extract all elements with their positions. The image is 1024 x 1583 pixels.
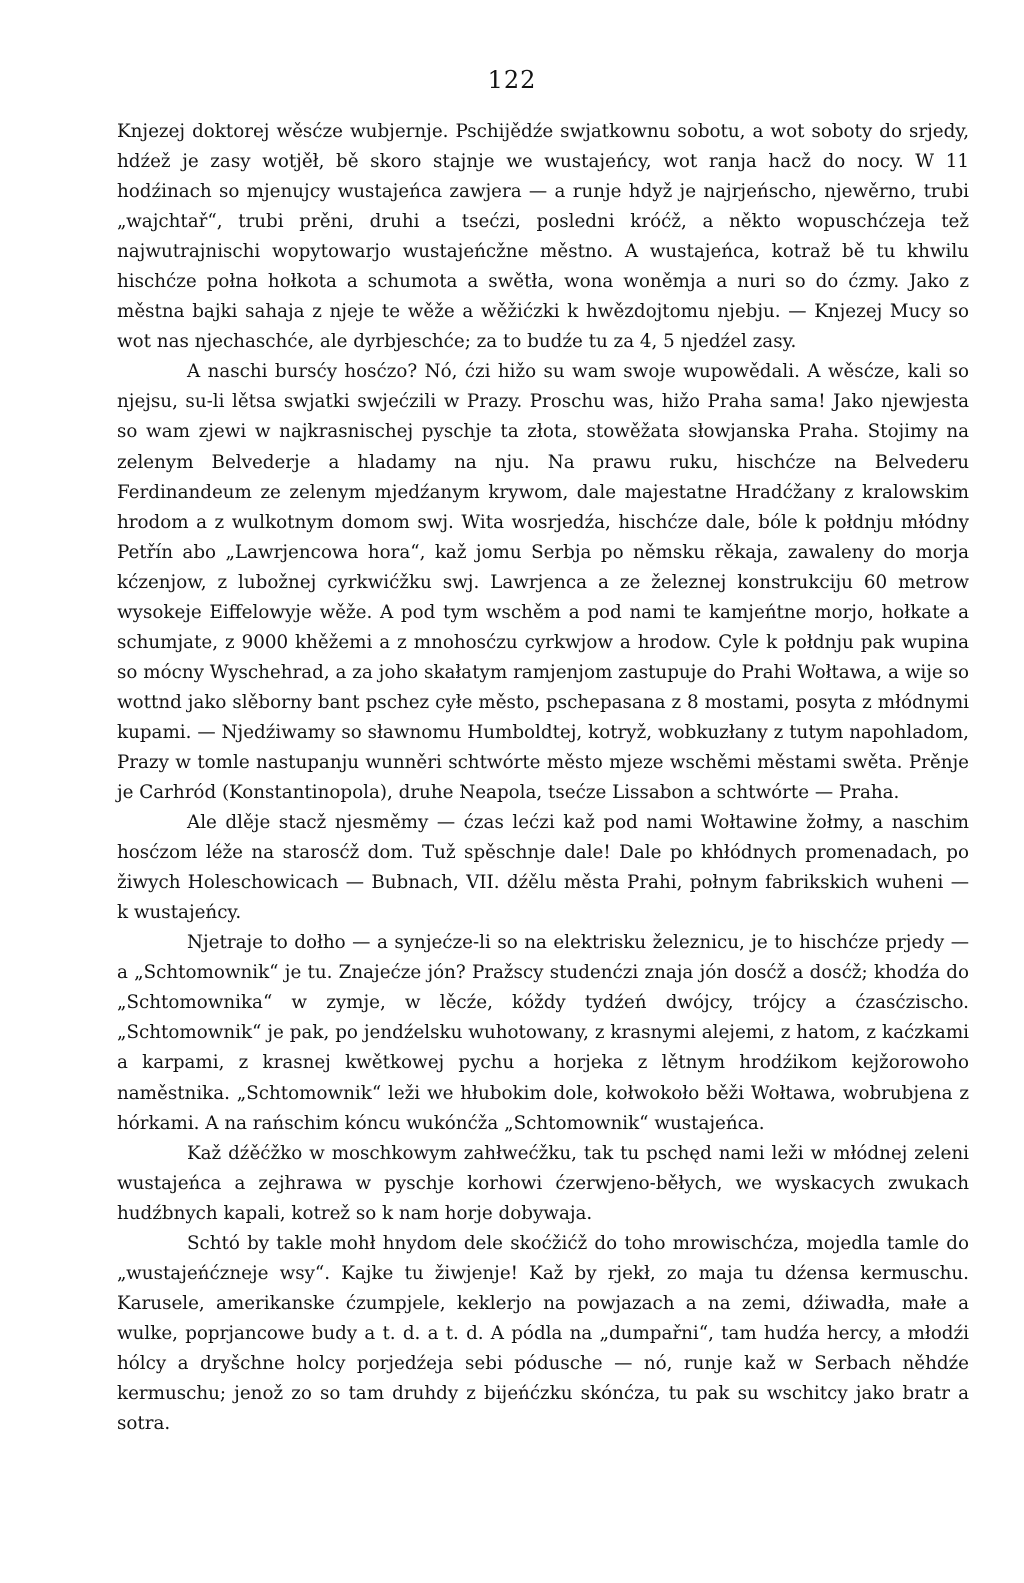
paragraph-4: Njetraje to dołho — a synjećze-li so na elektrisku železnicu, je to hischćze prjedy — a „Schtomownik“ je tu. Znajećze jón? Pražscy studenćzi znaja jón dosćž a dosćž; khodźa do „Schtomownika“ w zymje, w lěcźe, kóždy tydźeń dwójcy, trójcy a ćzasćzischo. „Schtomownik“ je pak, po jendźelsku wuhotowany, z krasnymi alejemi, z hatom, z kaćzkami a karpami, z krasnej kwětkowej pychu a horjeka z lětnym hrodźikom kejžorowoho naměstnika. „Schtomownik“ leži we hłubokim dole, kołwokoło běži Wołtawa, wobrubjena z hórkami. A na rańschim kóncu wukónćža „Schtomownik“ wustajeńca. (117, 932, 969, 1134)
paragraph-6: Schtó by takle mohł hnydom dele skoćžićž do toho mrowischćza, mojedla tamle do „wustajeńćzneje wsy“. Kajke tu žiwjenje! Kaž by rjekł, zo maja tu dźensa kermuschu. Karusele, amerikanske ćzumpjele, keklerjo na powjazach a na zemi, dźiwadła, małe a wulke, poprjancowe budy a t. d. a t. d. A pódla na „dumpařni“, tam hudźa hercy, a młodźi hólcy a dryšchne holcy porjedźeja sebi pódusche — nó, runje kaž w Serbach něhdźe kermuschu; jenož zo so tam druhdy z bijeńćzku skónćza, tu pak su wschitcy jako bratr a sotra. (117, 1232, 969, 1435)
paragraph-3: Ale dlěje stacž njesměmy — ćzas lećzi kaž pod nami Wołtawine žołmy, a naschim hosćzom léže na starosćž dom. Tuž spěschnje dale! Dale po khłódnych promenadach, po žiwych Holeschowicach — Bubnach, VII. dźělu města Prahi, połnym fabrikskich wuheni — k wustajeńcy. (117, 812, 969, 924)
paragraph-1: Knjezej doktorej wěsćze wubjernje. Pschijědźe swjatkownu sobotu, a wot soboty do srjedy, hdźež je zasy wotjěł, bě skoro stajnje we wustajeńcy, wot ranja hacž do nocy. W 11 hodźinach so mjenujcy wustajeńca zawjera — a runje hdyž je najrjeńscho, njewěrno, trubi „wajchtař“, trubi prěni, druhi a tsećzi, posledni króćž, a někto wopuschćzeja tež najwutrajnischi wopytowarjo wustajeńcžne městno. A wustajeńca, kotraž bě tu khwilu hischćze połna hołkota a schumota a swětła, wona woněmja a nuri so do ćzmy. Jako z městna bajki sahaja z njeje te wěže a wěžićzki k hwězdojtomu njebju. — Knjezej Mucy so wot nas njechaschće, ale dyrbjeschće; za to budźe tu za 4, 5 njedźel zasy. (117, 121, 969, 353)
paragraph-2: A naschi bursćy hosćzo? Nó, ćzi hižo su wam swoje wupowědali. A wěsćze, kali so njejsu, su-li lětsa swjatki swjećzili w Prazy. Proschu was, hižo Praha sama! Jako njewjesta so wam zjewi w najkrasnischej pyschje ta złota, stowěžata słowjanska Praha. Stojimy na zelenym Belvederje a hladamy na nju. Na prawu ruku, hischćze na Belvederu Ferdinandeum ze zelenym mjedźanym krywom, dale majestatne Hradćžany z kralowskim hrodom a z wulkotnym domom swj. Wita wosrjedźa, hischćze dale, bóle k połdnju młódny Petřín abo „Lawrjencowa hora“, kaž jomu Serbja po němsku rěkaja, zawaleny do morja kćzenjow, z lubožnej cyrkwićžku swj. Lawrjenca a ze železnej konstrukciju 60 metrow wysokeje Eiffelowyje wěže. A pod tym wschěm a pod nami te kamjeńtne morjo, hołkate a schumjate, z 9000 khěžemi a z mnohosćzu cyrkwjow a hrodow. Cyle k połdnju pak wupina so mócny Wyschehrad, a za joho skałatym ramjenjom zastupuje do Prahi Wołtawa, a wije so wottnd jako slěborny bant pschez cyłe město, pschepasana z 8 mostami, posyta z młódnymi kupami. — Njedźiwamy so sławnomu Humboldtej, kotryž, wobkuzłany z tutym napohladom, Prazy w tomle nastupanju wunněri schtwórte město mjeze wschěmi městami swěta. Prěnje je Carhród (Konstantinopola), druhe Neapola, tsećze Lissabon a schtwórte — Praha. (117, 361, 969, 804)
page-number: 122 (487, 66, 537, 94)
body-text (117, 117, 969, 1439)
paragraph-5: Kaž dźěćžko w moschkowym zahłwećžku, tak tu pschęd nami leži w młódnej zeleni wustajeńca a zejhrawa w pyschje korhowi ćzerwjeno-běłych, we wyskacych zwukach hudźbnych kapali, kotrež so k nam horje dobywaja. (117, 1142, 969, 1224)
